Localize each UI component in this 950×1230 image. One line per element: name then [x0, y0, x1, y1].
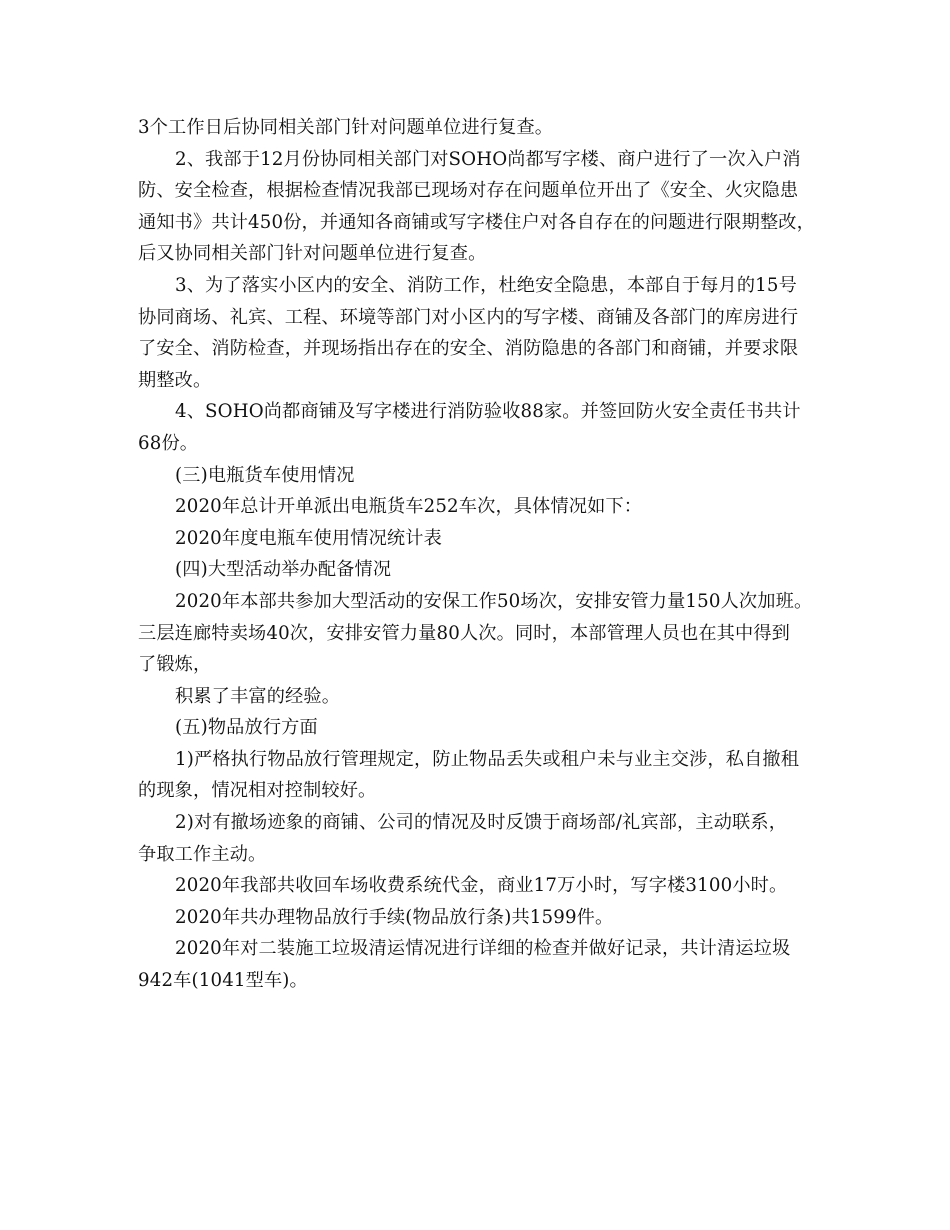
document-line: 2020年我部共收回车场收费系统代金，商业17万小时，写字楼3100小时。 [175, 875, 788, 897]
document-line: 2020年度电瓶车使用情况统计表 [175, 527, 442, 549]
document-line: (四)大型活动举办配备情况 [175, 559, 392, 581]
document-line: 942车(1041型车)。 [138, 970, 308, 992]
document-line: 了锻炼， [138, 654, 212, 676]
document-line: 争取工作主动。 [138, 843, 267, 865]
document-line: 通知书》共计450份，并通知各商铺或写字楼住户对各自存在的问题进行限期整改， [138, 211, 815, 233]
document-line: 2020年总计开单派出电瓶货车252车次，具体情况如下： [175, 496, 643, 518]
document-line: 防、安全检查，根据检查情况我部已现场对存在问题单位开出了《安全、火灾隐患 [138, 180, 799, 202]
document-line: (五)物品放行方面 [175, 717, 318, 739]
document-line: 2)对有撤场迹象的商铺、公司的情况及时反馈于商场部/礼宾部，主动联系， [175, 812, 788, 834]
document-line: 3、为了落实小区内的安全、消防工作，杜绝安全隐患，本部自于每月的15号 [175, 274, 797, 296]
document-line: 了安全、消防检查，并现场指出存在的安全、消防隐患的各部门和商铺，并要求限 [138, 338, 799, 360]
document-line: 的现象，情况相对控制较好。 [138, 780, 377, 802]
document-line: 2020年本部共参加大型活动的安保工作50场次，安排安管力量150人次加班。 [175, 590, 813, 612]
document-line: 2、我部于12月份协同相关部门对SOHO尚都写字楼、商户进行了一次入户消 [175, 148, 801, 170]
document-line: 期整改。 [138, 369, 212, 391]
document-line: 协同商场、礼宾、工程、环境等部门对小区内的写字楼、商铺及各部门的库房进行 [138, 306, 799, 328]
document-line: 3个工作日后协同相关部门针对问题单位进行复查。 [138, 117, 554, 138]
document-line: 后又协同相关部门针对问题单位进行复查。 [138, 243, 487, 265]
document-line: 1)严格执行物品放行管理规定，防止物品丢失或租户未与业主交涉，私自撤租 [175, 748, 800, 770]
document-line: 积累了丰富的经验。 [175, 685, 341, 707]
document-line: (三)电瓶货车使用情况 [175, 464, 355, 486]
document-line: 2020年共办理物品放行手续(物品放行条)共1599件。 [175, 906, 614, 928]
document-line: 4、SOHO尚都商铺及写字楼进行消防验收88家。并签回防火安全责任书共计 [175, 401, 801, 423]
document-line: 三层连廊特卖场40次，安排安管力量80人次。同时，本部管理人员也在其中得到 [138, 622, 791, 644]
document-body [138, 112, 818, 997]
document-line: 68份。 [138, 432, 199, 454]
document-line: 2020年对二装施工垃圾清运情况进行详细的检查并做好记录，共计清运垃圾 [175, 938, 791, 960]
